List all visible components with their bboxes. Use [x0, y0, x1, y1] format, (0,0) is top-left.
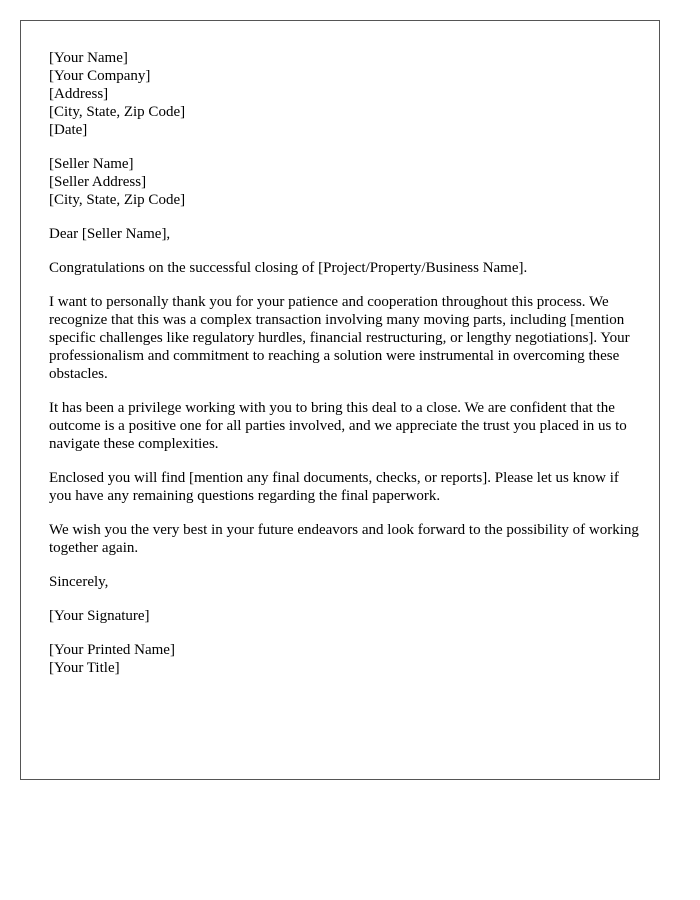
paragraph-thanks: I want to personally thank you for your patience and cooperation throughout this process. We recognize that this was a complex transaction involving many moving parts, including [mention specific challenges like regulatory hurdles, financial restructuring, or lengthy negotiations]. Your professionalism and commitment to reaching a solution were instrumental in overcoming these obstacles. [49, 294, 630, 382]
recipient-block [49, 155, 639, 209]
letter-page [20, 20, 660, 780]
paragraph-best-wishes: We wish you the very best in your future endeavors and look forward to the possibility of working together again. [49, 522, 639, 556]
signer-title: [Your Title] [49, 660, 120, 676]
sender-city-state-zip: [City, State, Zip Code] [49, 104, 186, 120]
sender-address: [Address] [49, 86, 109, 102]
paragraph-congratulations: Congratulations on the successful closing of [Project/Property/Business Name]. [49, 260, 528, 276]
paragraph-privilege: It has been a privilege working with you to bring this deal to a close. We are confident that the outcome is a positive one for all parties involved, and we appreciate the trust you placed in us to navigate these complexities. [49, 400, 627, 452]
recipient-address: [Seller Address] [49, 174, 147, 190]
sender-company: [Your Company] [49, 68, 151, 84]
closing: Sincerely, [49, 574, 109, 590]
signature: [Your Signature] [49, 608, 150, 624]
recipient-city-state-zip: [City, State, Zip Code] [49, 192, 186, 208]
signer-block [49, 641, 639, 677]
printed-name: [Your Printed Name] [49, 642, 175, 658]
letter-date: [Date] [49, 122, 88, 138]
paragraph-enclosures: Enclosed you will find [mention any final documents, checks, or reports]. Please let us know if you have any remaining questions regarding the final paperwork. [49, 470, 619, 504]
salutation: Dear [Seller Name], [49, 226, 171, 242]
sender-block [49, 49, 639, 139]
letter-body [49, 49, 639, 693]
sender-name: [Your Name] [49, 50, 128, 66]
recipient-name: [Seller Name] [49, 156, 134, 172]
